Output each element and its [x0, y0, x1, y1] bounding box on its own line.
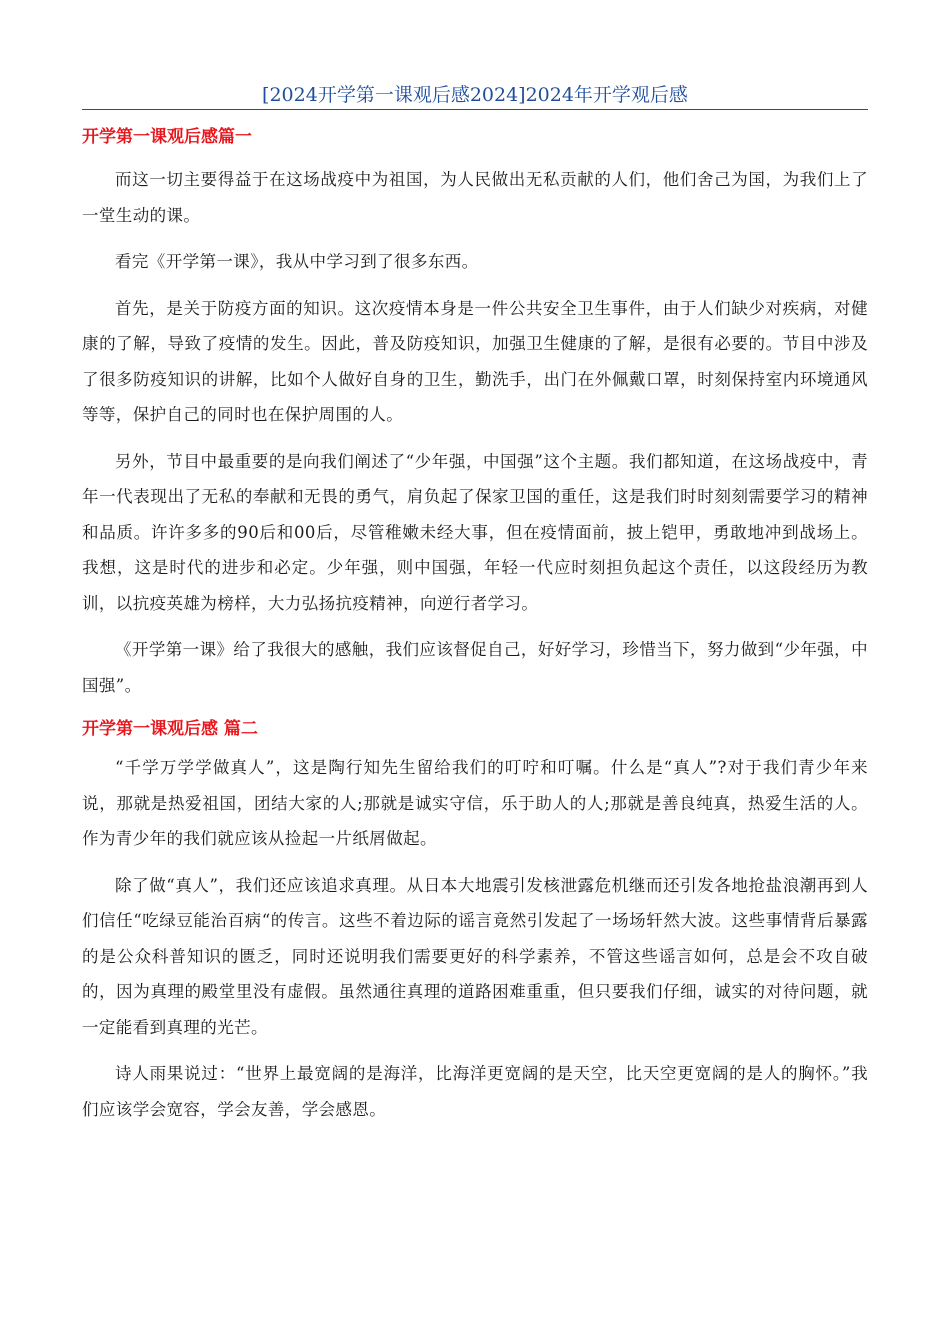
paragraph: 首先，是关于防疫方面的知识。这次疫情本身是一件公共安全卫生事件，由于人们缺少对疾病，对健康的了解，导致了疫情的发生。因此，普及防疫知识，加强卫生健康的了解，是很有必要的。节目中涉及了很多防疫知识的讲解，比如个人做好自身的卫生，勤洗手，出门在外佩戴口罩，时刻保持室内环境通风等等，保护自己的同时也在保护周围的人。: [82, 298, 868, 424]
document-body: [82, 122, 868, 1127]
paragraph: 另外，节目中最重要的是向我们阐述了“少年强，中国强”这个主题。我们都知道，在这场战疫中，青年一代表现出了无私的奉献和无畏的勇气，肩负起了保家卫国的重任，这是我们时时刻刻需要学习的精神和品质。许许多多的90后和00后，尽管稚嫩未经大事，但在疫情面前，披上铠甲，勇敢地冲到战场上。我想，这是时代的进步和必定。少年强，则中国强，年轻一代应时刻担负起这个责任，以这段经历为教训，以抗疫英雄为榜样，大力弘扬抗疫精神，向逆行者学习。: [82, 451, 868, 613]
paragraph: 除了做“真人”，我们还应该追求真理。从日本大地震引发核泄露危机继而还引发各地抢盐浪潮再到人们信任“吃绿豆能治百病“的传言。这些不着边际的谣言竟然引发起了一场场轩然大波。这些事情背后暴露的是公众科普知识的匮乏，同时还说明我们需要更好的科学素养，不管这些谣言如何，总是会不攻自破的，因为真理的殿堂里没有虚假。虽然通往真理的道路困难重重，但只要我们仔细，诚实的对待问题，就一定能看到真理的光芒。: [82, 875, 868, 1037]
section-heading-1: 开学第一课观后感篇一: [82, 127, 252, 147]
paragraph: “千学万学学做真人”，这是陶行知先生留给我们的叮咛和叮嘱。什么是“真人”?对于我们青少年来说，那就是热爱祖国，团结大家的人;那就是诚实守信，乐于助人的人;那就是善良纯真，热爱生活的人。作为青少年的我们就应该从捡起一片纸屑做起。: [82, 758, 868, 848]
paragraph: 看完《开学第一课》，我从中学习到了很多东西。: [115, 252, 479, 271]
paragraph: 诗人雨果说过：“世界上最宽阔的是海洋，比海洋更宽阔的是天空，比天空更宽阔的是人的胸怀。”我们应该学会宽容，学会友善，学会感恩。: [82, 1064, 868, 1119]
section-heading-2: 开学第一课观后感 篇二: [82, 719, 258, 739]
page-title: [2024开学第一课观后感2024]2024年开学观后感: [262, 84, 688, 106]
paragraph: 而这一切主要得益于在这场战疫中为祖国，为人民做出无私贡献的人们，他们舍己为国，为我们上了一堂生动的课。: [82, 170, 868, 225]
paragraph: 《开学第一课》给了我很大的感触，我们应该督促自己，好好学习，珍惜当下，努力做到“少年强，中国强”。: [82, 640, 868, 695]
title-divider: [82, 109, 868, 110]
